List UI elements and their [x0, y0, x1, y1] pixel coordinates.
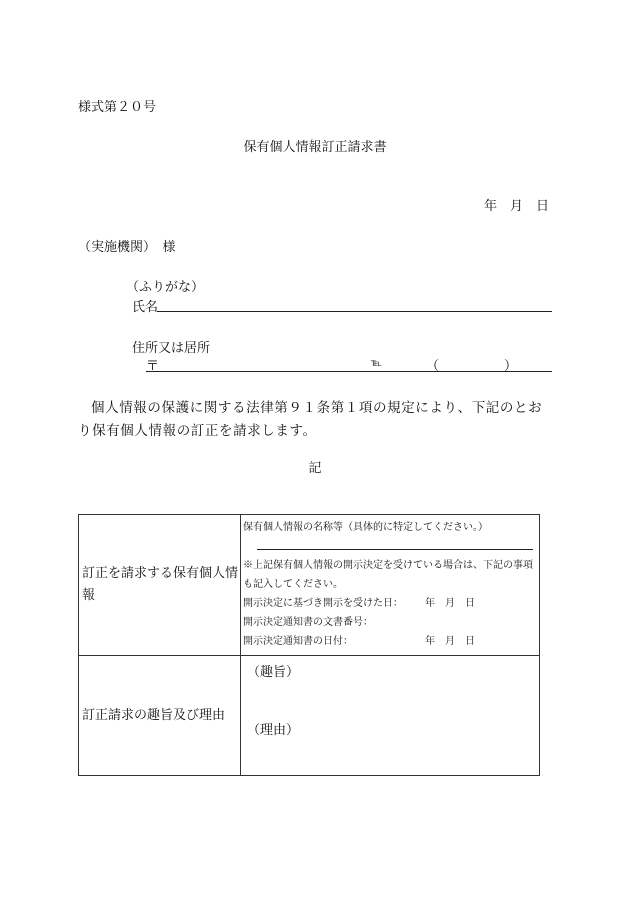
note-text: ※上記保有個人情報の開示決定を受けている場合は、下記の事項も記入してください。 — [243, 560, 533, 590]
request-table — [78, 514, 540, 776]
furigana-label: （ふりがな） — [126, 280, 205, 295]
row2-content[interactable] — [241, 656, 540, 776]
date-line: 年 月 日 — [484, 199, 550, 214]
item1-date: 年 月 日 — [425, 598, 475, 609]
row1-content[interactable] — [241, 515, 540, 656]
item2-label: 開示決定通知書の文書番号： — [243, 617, 373, 628]
item1-label: 開示決定に基づき開示を受けた日： — [243, 598, 403, 609]
row1-label: 訂正を請求する保有個人情報 — [79, 515, 241, 656]
address-field-line[interactable] — [146, 371, 552, 372]
item3-date: 年 月 日 — [425, 636, 475, 647]
name-label: 氏名 — [132, 300, 159, 315]
form-number: 様式第２０号 — [78, 100, 157, 115]
ki-heading: 記 — [308, 461, 322, 476]
name-hint-line[interactable] — [257, 549, 533, 550]
name-field-line[interactable] — [157, 311, 552, 312]
addressee: （実施機関） 様 — [78, 240, 176, 255]
item3-label: 開示決定通知書の日付： — [243, 636, 353, 647]
purpose-label: （趣旨） — [247, 665, 300, 680]
page-title: 保有個人情報訂正請求書 — [243, 140, 387, 155]
item1-row — [243, 594, 537, 613]
item3-row — [243, 632, 537, 651]
name-hint: 保有個人情報の名称等（具体的に特定してください。） — [243, 522, 488, 533]
address-label: 住所又は居所 — [132, 341, 211, 356]
body-text: 個人情報の保護に関する法律第９１条第１項の規定により、下記のとおり保有個人情報の訂正を請求します。 — [78, 400, 543, 439]
postal-mark: 〒 — [146, 359, 160, 374]
row2-label: 訂正請求の趣旨及び理由 — [79, 656, 241, 776]
tel-parens: （ ） — [426, 359, 518, 374]
tel-label: ℡ — [371, 358, 382, 369]
reason-label: （理由） — [247, 723, 300, 738]
